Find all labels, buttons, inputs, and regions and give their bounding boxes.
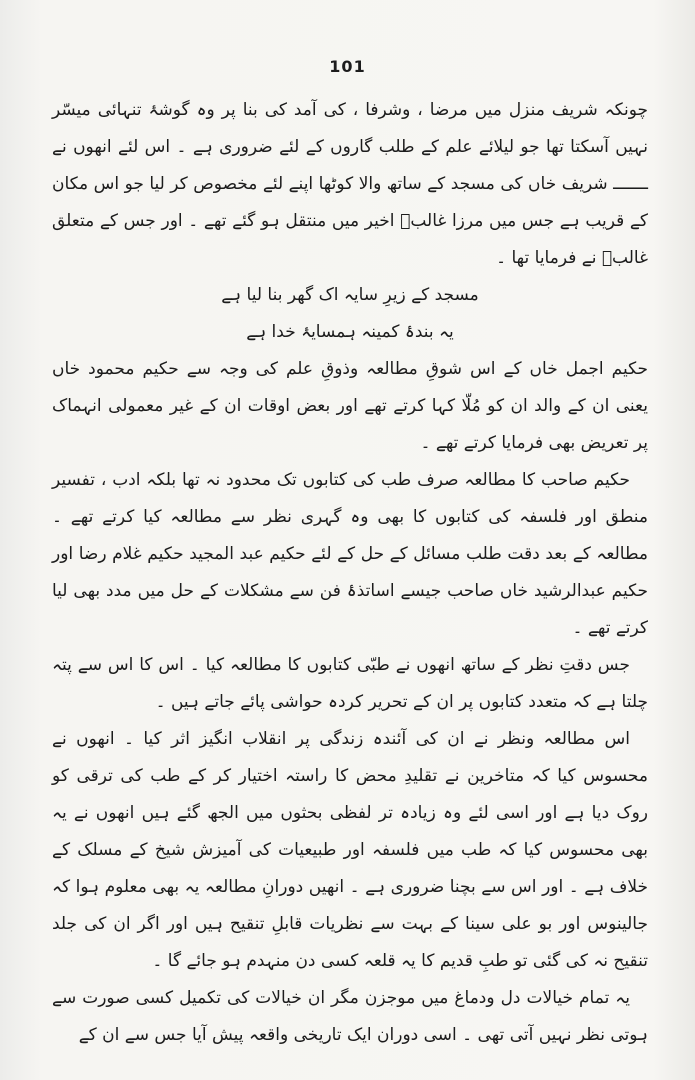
verse-line-1: مسجد کے زیرِ سایہ اک گھر بنا لیا ہے bbox=[221, 285, 479, 305]
page-body bbox=[52, 92, 648, 1054]
page-number: 101 bbox=[329, 57, 366, 76]
paragraph-2: حکیم اجمل خاں کے اس شوقِ مطالعہ وذوقِ علم کی وجہ سے حکیم محمود خاں یعنی ان کے والد ان کو مُلّا کہا کرتے تھے اور بعض اوقات ان کے غیر معمولی انہماک پر تعریض بھی فرمایا کرتے تھے ۔ bbox=[52, 359, 648, 453]
paragraph-4: جس دقتِ نظر کے ساتھ انھوں نے طبّی کتابوں کا مطالعہ کیا ۔ اس کا اس سے پتہ چلتا ہے کہ متعدد کتابوں پر ان کے تحریر کردہ حواشی پائے جاتے ہیں ۔ bbox=[52, 655, 648, 712]
paragraph-1: چونکہ شریف منزل میں مرضا ، وشرفا ، کی آمد کی بنا پر وہ گوشۂ تنہائی میسّر نہیں آسکتا تھا جو لیلائے علم کے طلب گاروں کے لئے ضروری ہے ۔ اس لئے انھوں نے ـــــــ شریف خاں کی مسجد کے ساتھ والا کوٹھا اپنے لئے مخصوص کر لیا جو اس مکان کے قریب ہے جس میں مرزا غالبؔ اخیر میں منتقل ہو گئے تھے ۔ اور جس کے متعلق غالبؔ نے فرمایا تھا ۔ bbox=[52, 100, 648, 268]
paragraph-6: یہ تمام خیالات دل ودماغ میں موجزن مگر ان خیالات کی تکمیل کسی صورت سے ہوتی نظر نہیں آتی تھی ۔ اسی دوران ایک تاریخی واقعہ پیش آیا جس سے ان کے bbox=[52, 988, 648, 1045]
verse-line-2: یہ بندۂ کمینہ ہمسایۂ خدا ہے bbox=[246, 322, 454, 342]
paragraph-3: حکیم صاحب کا مطالعہ صرف طب کی کتابوں تک محدود نہ تھا بلکہ ادب ، تفسیر منطق اور فلسفہ کی کتابوں کا بھی وہ گہری نظر سے مطالعہ کیا کرتے تھے ۔ مطالعہ کے بعد دقت طلب مسائل کے حل کے لئے حکیم عبد المجید حکیم غلام رضا اور حکیم عبدالرشید خاں صاحب جیسے اساتذۂ فن سے مشکلات کے حل میں مدد بھی لیا کرتے تھے ۔ bbox=[52, 470, 648, 638]
paragraph-5: اس مطالعہ ونظر نے ان کی آئندہ زندگی پر انقلاب انگیز اثر کیا ۔ انھوں نے محسوس کیا کہ متاخرین نے تقلیدِ محض کا راستہ اختیار کر کے طب کی ترقی کو روک دیا ہے اور اسی لئے وہ زیادہ تر لفظی بحثوں میں الجھ گئے ہیں انھوں نے یہ بھی محسوس کیا کہ طب میں فلسفہ اور طبیعیات کی آمیزش شیخ کے مسلک کے خلاف ہے ۔ اور اس سے بچنا ضروری ہے ۔ انھیں دورانِ مطالعہ یہ بھی معلوم ہوا کہ جالینوس اور بو علی سینا کے بہت سے نظریات قابلِ تنقیح ہیں اور اگر ان کی جلد تنقیح نہ کی گئی تو طبِ قدیم کا یہ قلعہ کسی دن منہدم ہو جائے گا ۔ bbox=[52, 729, 648, 971]
